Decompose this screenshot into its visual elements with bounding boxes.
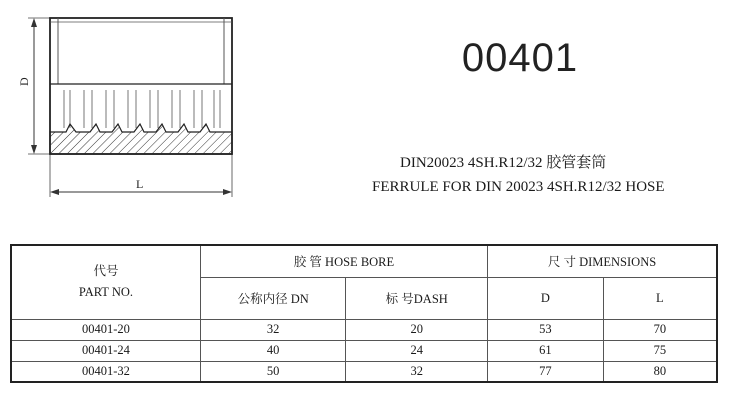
table-row (11, 340, 717, 361)
title-english: FERRULE FOR DIN 20023 4SH.R12/32 HOSE (372, 179, 665, 195)
l-cell: 75 (603, 340, 717, 361)
part-number-heading: 00401 (461, 36, 579, 80)
part-no-header-en: PART NO. (78, 285, 134, 300)
dash-cell: 20 (346, 319, 488, 340)
dim-d-label: D (17, 77, 31, 86)
ferrule-drawing (0, 0, 260, 205)
dn-cell: 32 (200, 319, 346, 340)
dash-cell: 32 (346, 361, 488, 382)
specification-table (10, 244, 718, 383)
l-cell: 70 (603, 319, 717, 340)
title-chinese: DIN20023 4SH.R12/32 胶管套筒 (400, 155, 607, 171)
l-cell: 80 (603, 361, 717, 382)
dn-cell: 40 (200, 340, 346, 361)
part-cell: 00401-24 (11, 340, 200, 361)
d-cell: 53 (488, 319, 604, 340)
table-row (11, 361, 717, 382)
dim-l-label: L (136, 177, 144, 191)
part-cell: 00401-20 (11, 319, 200, 340)
l-header: L (603, 277, 717, 319)
table-row (11, 319, 717, 340)
d-cell: 61 (488, 340, 604, 361)
dimensions-header: 尺 寸 DIMENSIONS (488, 245, 717, 277)
d-header: D (488, 277, 604, 319)
part-cell: 00401-32 (11, 361, 200, 382)
part-no-header-cn: 代号 (93, 264, 119, 279)
hose-bore-header: 胶 管 HOSE BORE (200, 245, 487, 277)
dn-cell: 50 (200, 361, 346, 382)
d-cell: 77 (488, 361, 604, 382)
dash-header: 标 号DASH (346, 277, 488, 319)
dn-header: 公称内径 DN (200, 277, 346, 319)
dash-cell: 24 (346, 340, 488, 361)
part-no-header-cell (11, 245, 200, 319)
